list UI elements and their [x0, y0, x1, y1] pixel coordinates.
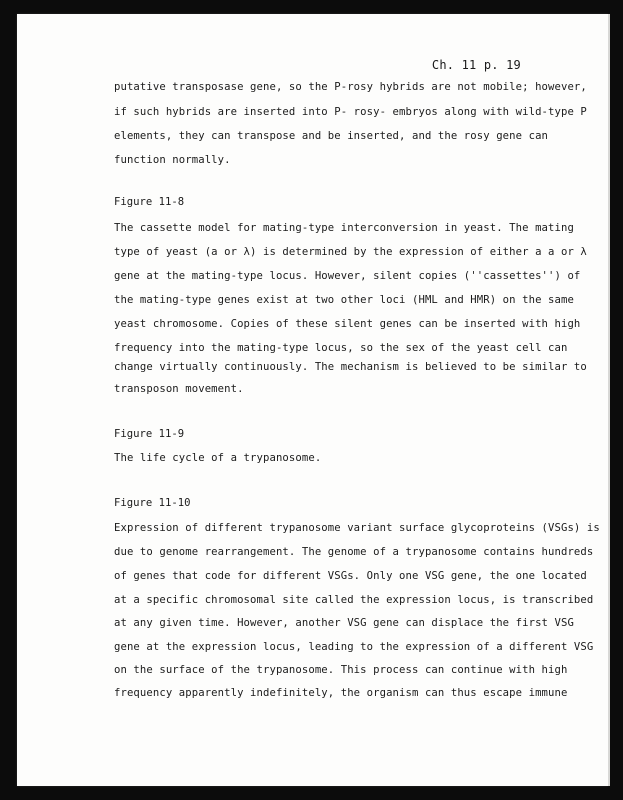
text-line: the mating-type genes exist at two other loci (HML and HMR) on the same	[114, 294, 574, 306]
text-line: at any given time. However, another VSG gene can displace the first VSG	[114, 617, 574, 629]
text-line: of genes that code for different VSGs. Only one VSG gene, the one located	[114, 570, 587, 582]
figure-heading: Figure 11-9	[114, 428, 185, 440]
text-line: if such hybrids are inserted into P- rosy- embryos along with wild-type P	[114, 106, 587, 118]
page-edge	[608, 14, 610, 786]
text-line: The cassette model for mating-type interconversion in yeast. The mating	[114, 222, 574, 234]
text-line: at a specific chromosomal site called the expression locus, is transcribed	[114, 594, 594, 606]
text-line: The life cycle of a trypanosome.	[114, 452, 322, 464]
text-line: frequency into the mating-type locus, so the sex of the yeast cell can	[114, 342, 568, 354]
text-line: on the surface of the trypanosome. This process can continue with high	[114, 664, 568, 676]
text-line: gene at the expression locus, leading to the expression of a different VSG	[114, 641, 594, 653]
page-reference: Ch. 11 p. 19	[431, 58, 521, 72]
text-line: Expression of different trypanosome variant surface glycoproteins (VSGs) is	[114, 522, 600, 534]
text-line: transposon movement.	[114, 383, 244, 395]
text-line: gene at the mating-type locus. However, silent copies (''cassettes'') of	[114, 270, 581, 282]
figure-heading: Figure 11-10	[114, 497, 191, 509]
text-line: function normally.	[114, 154, 231, 166]
text-line: due to genome rearrangement. The genome of a trypanosome contains hundreds	[114, 546, 594, 558]
text-line: frequency apparently indefinitely, the organism can thus escape immune	[114, 687, 568, 699]
text-line: elements, they can transpose and be inserted, and the rosy gene can	[114, 130, 549, 142]
text-line: type of yeast (a or λ) is determined by the expression of either a a or λ	[114, 246, 587, 258]
text-line: change virtually continuously. The mechanism is believed to be similar to	[114, 361, 587, 373]
figure-heading: Figure 11-8	[114, 196, 185, 208]
text-line: putative transposase gene, so the P-rosy hybrids are not mobile; however,	[114, 81, 587, 93]
text-line: yeast chromosome. Copies of these silent genes can be inserted with high	[114, 318, 581, 330]
